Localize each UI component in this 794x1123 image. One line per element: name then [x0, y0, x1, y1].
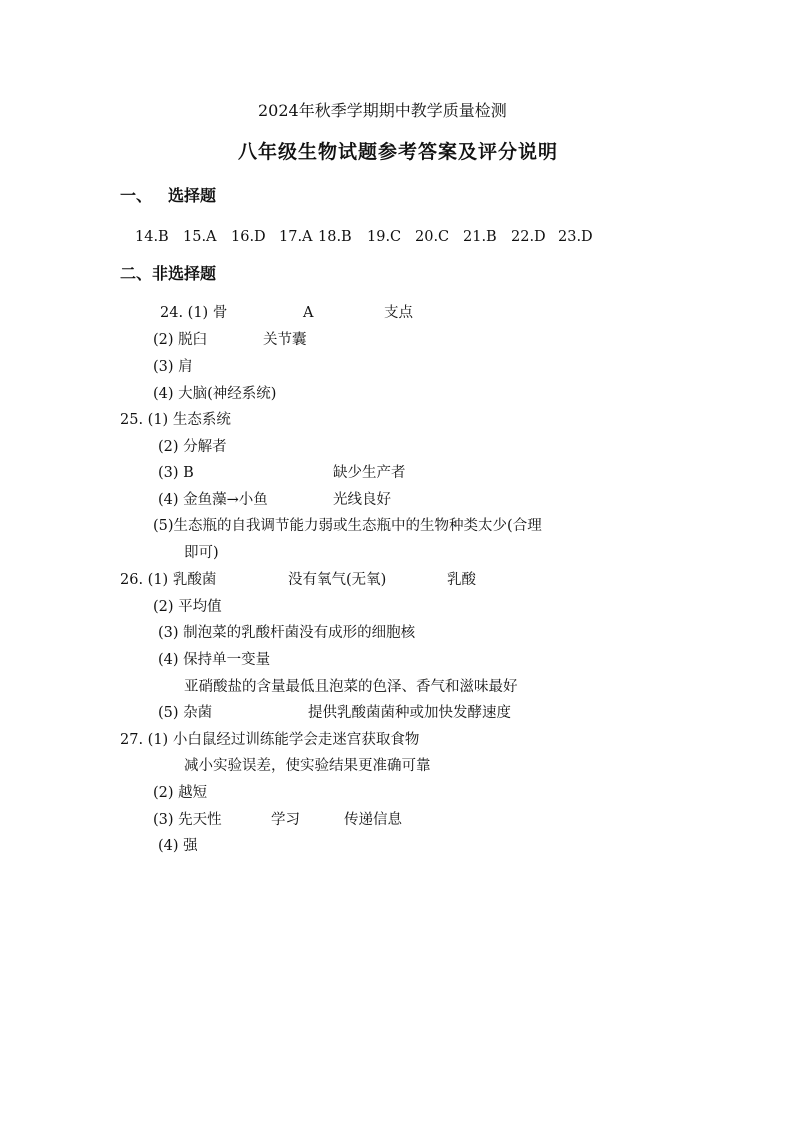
q24-3-answer: (3) 肩 [153, 359, 193, 375]
q25-3-answer-b: 缺少生产者 [333, 465, 406, 481]
answer-17: 17.A [279, 229, 313, 245]
q24-4-answer: (4) 大脑(神经系统) [153, 386, 277, 402]
q26-2-answer: (2) 平均值 [153, 599, 222, 615]
q26-1-answer-b: 没有氧气(无氧) [288, 572, 387, 588]
answer-19: 19.C [367, 229, 402, 245]
q25-3-answer: (3) B [158, 465, 194, 481]
q26-5-answer: (5) 杂菌 [158, 705, 213, 721]
q26-5-answer-b: 提供乳酸菌菌种或加快发酵速度 [308, 705, 511, 721]
q27-3-answer-b: 学习 [271, 812, 300, 828]
q26-4-answer-cont: 亚硝酸盐的含量最低且泡菜的色泽、香气和滋味最好 [184, 679, 518, 695]
q25-5-answer-cont: 即可) [184, 545, 219, 561]
answer-16: 16.D [231, 229, 266, 245]
q27-3-answer: (3) 先天性 [153, 812, 222, 828]
answer-15: 15.A [183, 229, 217, 245]
q27-1-answer: 27. (1) 小白鼠经过训练能学会走迷宫获取食物 [120, 732, 420, 748]
answer-14: 14.B [135, 229, 169, 245]
answer-18: 18.B [318, 229, 352, 245]
q24-1-answer: 24. (1) 骨 [160, 305, 228, 321]
section-2-title: 二、非选择题 [120, 264, 217, 283]
q27-1-answer-cont: 减小实验误差，使实验结果更准确可靠 [184, 758, 431, 774]
q25-5-answer: (5)生态瓶的自我调节能力弱或生态瓶中的生物种类太少(合理 [153, 518, 542, 534]
q27-3-answer-c: 传递信息 [344, 812, 402, 828]
answer-22: 22.D [511, 229, 546, 245]
answer-20: 20.C [415, 229, 450, 245]
q26-3-answer: (3) 制泡菜的乳酸杆菌没有成形的细胞核 [158, 625, 416, 641]
q24-1-answer-b: A [303, 305, 314, 321]
q25-4-answer-b: 光线良好 [333, 492, 391, 508]
document-subtitle: 八年级生物试题参考答案及评分说明 [238, 141, 559, 163]
section-1-title: 选择题 [168, 186, 217, 205]
document-title: 2024年秋季学期期中教学质量检测 [258, 101, 507, 120]
q27-2-answer: (2) 越短 [153, 785, 208, 801]
q25-2-answer: (2) 分解者 [158, 439, 227, 455]
q24-2-answer-b: 关节囊 [263, 332, 307, 348]
q26-1-answer: 26. (1) 乳酸菌 [120, 572, 217, 588]
answer-23: 23.D [558, 229, 593, 245]
q25-4-answer: (4) 金鱼藻→小鱼 [158, 492, 268, 508]
q26-4-answer: (4) 保持单一变量 [158, 652, 271, 668]
q27-4-answer: (4) 强 [158, 838, 198, 854]
q26-1-answer-c: 乳酸 [447, 572, 476, 588]
answer-21: 21.B [463, 229, 497, 245]
section-1-number: 一、 [120, 186, 153, 205]
q25-1-answer: 25. (1) 生态系统 [120, 412, 231, 428]
q24-1-answer-c: 支点 [384, 305, 413, 321]
q24-2-answer: (2) 脱臼 [153, 332, 208, 348]
